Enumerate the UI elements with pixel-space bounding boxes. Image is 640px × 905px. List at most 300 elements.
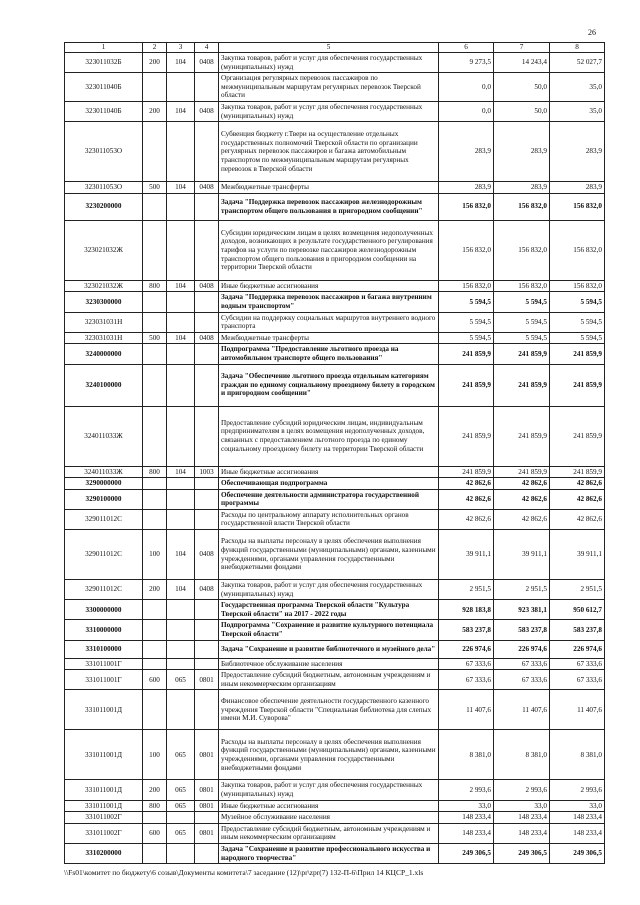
row-name: Обеспечение деятельности администратора государственной программы — [219, 489, 439, 509]
table-row — [65, 670, 605, 690]
row-value-7: 156 832,0 — [494, 193, 550, 220]
row-col4 — [195, 344, 219, 364]
file-path-footer: \\Fs01\комитет по бюджету\6 созыв\Документы комитета\7 заседание (12)\pr\zpr(7) 132-П-6\Прил 14 КЦСР_1.xls — [64, 868, 424, 877]
row-value-6: 39 911,1 — [439, 530, 494, 580]
row-value-6: 249 306,5 — [439, 843, 494, 863]
table-row — [65, 509, 605, 529]
row-code: 331011001Г — [65, 658, 143, 670]
row-value-6: 148 233,4 — [439, 812, 494, 824]
row-col4: 0801 — [195, 780, 219, 800]
row-value-6: 241 859,9 — [439, 364, 494, 406]
row-col2: 100 — [143, 730, 167, 780]
row-value-8: 67 333,6 — [550, 670, 605, 690]
row-col3 — [167, 193, 195, 220]
row-col4 — [195, 812, 219, 824]
table-row — [65, 823, 605, 843]
row-value-6: 67 333,6 — [439, 658, 494, 670]
row-col2 — [143, 292, 167, 312]
row-code: 3310000000 — [65, 620, 143, 640]
row-value-7: 241 859,9 — [494, 466, 550, 478]
row-col4: 0801 — [195, 800, 219, 812]
table-row — [65, 332, 605, 344]
row-value-6: 8 381,0 — [439, 730, 494, 780]
row-code: 323011040Б — [65, 73, 143, 102]
row-value-7: 156 832,0 — [494, 220, 550, 280]
row-value-6: 156 832,0 — [439, 280, 494, 292]
row-value-7: 148 233,4 — [494, 823, 550, 843]
row-value-7: 283,9 — [494, 182, 550, 194]
row-value-6: 67 333,6 — [439, 670, 494, 690]
row-col4 — [195, 122, 219, 182]
row-value-7: 148 233,4 — [494, 812, 550, 824]
row-col3 — [167, 509, 195, 529]
row-col4 — [195, 193, 219, 220]
row-value-8: 950 612,7 — [550, 600, 605, 620]
row-col4 — [195, 406, 219, 466]
row-col3 — [167, 73, 195, 102]
row-value-6: 42 862,6 — [439, 478, 494, 490]
row-col3: 104 — [167, 332, 195, 344]
table-row — [65, 101, 605, 121]
row-value-6: 156 832,0 — [439, 193, 494, 220]
row-col2: 600 — [143, 670, 167, 690]
row-value-8: 583 237,8 — [550, 620, 605, 640]
row-col3: 065 — [167, 730, 195, 780]
row-name: Межбюджетные трансферты — [219, 182, 439, 194]
row-code: 331011001Д — [65, 800, 143, 812]
row-col2: 200 — [143, 53, 167, 73]
row-value-8: 156 832,0 — [550, 280, 605, 292]
row-name: Задача "Поддержка перевозок пассажиров и багажа внутренним водным транспортом" — [219, 292, 439, 312]
row-value-8: 8 381,0 — [550, 730, 605, 780]
column-header: 3 — [167, 43, 195, 53]
row-col3 — [167, 812, 195, 824]
row-value-7: 5 594,5 — [494, 332, 550, 344]
row-value-7: 42 862,6 — [494, 478, 550, 490]
row-col2: 600 — [143, 823, 167, 843]
row-col4 — [195, 489, 219, 509]
row-code: 329011012С — [65, 580, 143, 600]
row-value-7: 33,0 — [494, 800, 550, 812]
row-name: Предоставление субсидий бюджетным, автономным учреждениям и иным некоммерческим организациям — [219, 670, 439, 690]
table-row — [65, 580, 605, 600]
row-col2: 200 — [143, 580, 167, 600]
table-row — [65, 53, 605, 73]
row-col3 — [167, 489, 195, 509]
column-header: 7 — [494, 43, 550, 53]
row-value-7: 241 859,9 — [494, 406, 550, 466]
row-value-7: 11 407,6 — [494, 690, 550, 730]
row-col4 — [195, 600, 219, 620]
row-name: Задача "Поддержка перевозок пассажиров железнодорожным транспортом общего пользования в пригородном сообщении" — [219, 193, 439, 220]
row-col2 — [143, 364, 167, 406]
row-code: 323021032Ж — [65, 220, 143, 280]
row-col2 — [143, 122, 167, 182]
row-col3 — [167, 478, 195, 490]
table-row — [65, 600, 605, 620]
row-name: Организация регулярных перевозок пассажиров по межмуниципальным маршрутам регулярных перевозок Тверской области — [219, 73, 439, 102]
row-name: Закупка товаров, работ и услуг для обеспечения государственных (муниципальных) нужд — [219, 53, 439, 73]
row-col3 — [167, 658, 195, 670]
row-name: Закупка товаров, работ и услуг для обеспечения государственных (муниципальных) нужд — [219, 101, 439, 121]
row-col2: 100 — [143, 530, 167, 580]
row-value-8: 33,0 — [550, 800, 605, 812]
row-code: 323031031Н — [65, 332, 143, 344]
row-name: Предоставление субсидий бюджетным, автономным учреждениям и иным некоммерческим организациям — [219, 823, 439, 843]
row-col3: 104 — [167, 280, 195, 292]
row-col2 — [143, 73, 167, 102]
row-col4 — [195, 220, 219, 280]
table-row — [65, 193, 605, 220]
row-code: 331011001Д — [65, 730, 143, 780]
table-row — [65, 220, 605, 280]
row-col2 — [143, 600, 167, 620]
row-code: 331011001Г — [65, 670, 143, 690]
row-col3: 065 — [167, 800, 195, 812]
column-header: 2 — [143, 43, 167, 53]
row-value-8: 35,0 — [550, 101, 605, 121]
table-row — [65, 466, 605, 478]
row-value-8: 241 859,9 — [550, 406, 605, 466]
row-col4 — [195, 364, 219, 406]
row-col2 — [143, 640, 167, 658]
row-name: Предоставление субсидий юридическим лицам, индивидуальным предпринимателям в целях возмещения недополученных доходов, связанных с предоставлением льготного проезда по единому социальному проездному билету на территории Тверской области — [219, 406, 439, 466]
row-col4 — [195, 658, 219, 670]
row-code: 329011012С — [65, 530, 143, 580]
row-col4: 1003 — [195, 466, 219, 478]
row-col2: 200 — [143, 780, 167, 800]
row-value-7: 923 381,1 — [494, 600, 550, 620]
row-col4 — [195, 640, 219, 658]
row-value-6: 241 859,9 — [439, 406, 494, 466]
row-value-6: 583 237,8 — [439, 620, 494, 640]
table-row — [65, 658, 605, 670]
table-row — [65, 690, 605, 730]
row-col2 — [143, 344, 167, 364]
row-col4 — [195, 478, 219, 490]
row-value-7: 42 862,6 — [494, 509, 550, 529]
header-row — [65, 43, 605, 53]
row-code: 331011002Г — [65, 812, 143, 824]
row-col4: 0408 — [195, 182, 219, 194]
row-col2 — [143, 220, 167, 280]
row-value-7: 67 333,6 — [494, 670, 550, 690]
row-value-7: 241 859,9 — [494, 364, 550, 406]
row-col2 — [143, 312, 167, 332]
row-value-6: 241 859,9 — [439, 344, 494, 364]
row-name: Подпрограмма "Предоставление льготного проезда на автомобильном транспорте общего пользования" — [219, 344, 439, 364]
row-value-7: 8 381,0 — [494, 730, 550, 780]
row-value-8: 11 407,6 — [550, 690, 605, 730]
row-value-8: 42 862,6 — [550, 478, 605, 490]
row-col2 — [143, 509, 167, 529]
row-code: 3310100000 — [65, 640, 143, 658]
row-value-8: 5 594,5 — [550, 312, 605, 332]
row-col4 — [195, 312, 219, 332]
row-col4 — [195, 690, 219, 730]
row-col2 — [143, 658, 167, 670]
row-value-7: 39 911,1 — [494, 530, 550, 580]
row-value-6: 241 859,9 — [439, 466, 494, 478]
row-value-8: 249 306,5 — [550, 843, 605, 863]
table-row — [65, 122, 605, 182]
row-col3 — [167, 406, 195, 466]
row-col4: 0408 — [195, 280, 219, 292]
table-row — [65, 640, 605, 658]
row-value-7: 42 862,6 — [494, 489, 550, 509]
row-value-6: 33,0 — [439, 800, 494, 812]
row-value-8: 156 832,0 — [550, 220, 605, 280]
row-value-7: 50,0 — [494, 101, 550, 121]
row-col2 — [143, 193, 167, 220]
row-value-6: 5 594,5 — [439, 292, 494, 312]
row-code: 323031031Н — [65, 312, 143, 332]
table-row — [65, 73, 605, 102]
row-col2: 800 — [143, 280, 167, 292]
row-value-7: 5 594,5 — [494, 312, 550, 332]
table-row — [65, 780, 605, 800]
row-col2 — [143, 812, 167, 824]
row-col2 — [143, 843, 167, 863]
row-col4 — [195, 292, 219, 312]
table-row — [65, 730, 605, 780]
row-name: Закупка товаров, работ и услуг для обеспечения государственных (муниципальных) нужд — [219, 780, 439, 800]
row-code: 3290100000 — [65, 489, 143, 509]
row-col3: 065 — [167, 823, 195, 843]
row-col4: 0801 — [195, 730, 219, 780]
row-value-8: 5 594,5 — [550, 292, 605, 312]
row-col4: 0408 — [195, 332, 219, 344]
row-col3 — [167, 843, 195, 863]
row-col4: 0408 — [195, 530, 219, 580]
table-row — [65, 406, 605, 466]
row-code: 3240100000 — [65, 364, 143, 406]
row-value-8: 148 233,4 — [550, 823, 605, 843]
row-col3: 104 — [167, 530, 195, 580]
row-value-7: 583 237,8 — [494, 620, 550, 640]
table-row — [65, 312, 605, 332]
row-value-6: 9 273,5 — [439, 53, 494, 73]
row-col2 — [143, 489, 167, 509]
row-value-8: 5 594,5 — [550, 332, 605, 344]
row-name: Иные бюджетные ассигнования — [219, 800, 439, 812]
row-code: 323011032Б — [65, 53, 143, 73]
row-col3 — [167, 600, 195, 620]
row-code: 331011001Д — [65, 690, 143, 730]
row-code: 331011001Д — [65, 780, 143, 800]
row-code: 329011012С — [65, 509, 143, 529]
row-name: Государственная программа Тверской области "Культура Тверской области" на 2017 - 2022 годы — [219, 600, 439, 620]
row-name: Обеспечивающая подпрограмма — [219, 478, 439, 490]
row-col3 — [167, 640, 195, 658]
row-name: Субсидии на поддержку социальных маршрутов внутреннего водного транспорта — [219, 312, 439, 332]
row-code: 323011053О — [65, 182, 143, 194]
row-col3: 104 — [167, 466, 195, 478]
row-value-6: 5 594,5 — [439, 332, 494, 344]
row-code: 3290000000 — [65, 478, 143, 490]
table-row — [65, 800, 605, 812]
row-col3: 104 — [167, 182, 195, 194]
row-name: Закупка товаров, работ и услуг для обеспечения государственных (муниципальных) нужд — [219, 580, 439, 600]
row-value-6: 42 862,6 — [439, 489, 494, 509]
table-row — [65, 292, 605, 312]
row-name: Финансовое обеспечение деятельности государственного казенного учреждения Тверской области "Специальная библиотека для слепых имени М.И. Суворова" — [219, 690, 439, 730]
row-value-8: 283,9 — [550, 122, 605, 182]
row-col3 — [167, 220, 195, 280]
row-col3 — [167, 364, 195, 406]
row-value-8: 2 951,5 — [550, 580, 605, 600]
row-value-8: 39 911,1 — [550, 530, 605, 580]
table-row — [65, 530, 605, 580]
row-col2: 800 — [143, 466, 167, 478]
row-value-7: 14 243,4 — [494, 53, 550, 73]
row-value-8: 241 859,9 — [550, 344, 605, 364]
table-row — [65, 364, 605, 406]
row-value-8: 42 862,6 — [550, 489, 605, 509]
row-name: Иные бюджетные ассигнования — [219, 280, 439, 292]
row-name: Задача "Обеспечение льготного проезда отдельным категориям граждан по единому социальному проездному билету в городском и пригородном сообщении" — [219, 364, 439, 406]
row-value-8: 283,9 — [550, 182, 605, 194]
table-row — [65, 843, 605, 863]
column-header: 4 — [195, 43, 219, 53]
table-row — [65, 182, 605, 194]
row-col2: 200 — [143, 101, 167, 121]
row-value-6: 148 233,4 — [439, 823, 494, 843]
row-value-6: 156 832,0 — [439, 220, 494, 280]
row-col3: 104 — [167, 580, 195, 600]
row-code: 323021032Ж — [65, 280, 143, 292]
row-col2 — [143, 690, 167, 730]
row-value-6: 0,0 — [439, 101, 494, 121]
row-code: 3240000000 — [65, 344, 143, 364]
row-col2 — [143, 478, 167, 490]
row-col3 — [167, 292, 195, 312]
table-row — [65, 489, 605, 509]
row-col2 — [143, 620, 167, 640]
row-code: 323011053О — [65, 122, 143, 182]
row-value-7: 249 306,5 — [494, 843, 550, 863]
row-col3 — [167, 620, 195, 640]
row-value-8: 156 832,0 — [550, 193, 605, 220]
row-code: 3300000000 — [65, 600, 143, 620]
row-value-8: 241 859,9 — [550, 364, 605, 406]
row-value-8: 35,0 — [550, 73, 605, 102]
row-value-6: 5 594,5 — [439, 312, 494, 332]
row-value-6: 928 183,8 — [439, 600, 494, 620]
row-value-6: 226 974,6 — [439, 640, 494, 658]
row-col3 — [167, 690, 195, 730]
column-header: 6 — [439, 43, 494, 53]
row-code: 324011033Ж — [65, 466, 143, 478]
row-name: Субвенция бюджету г.Твери на осуществление отдельных государственных полномочий Тверской области по организации регулярных перевозок пассажиров и багажа автомобильным транспортом по межмуниципальным маршрутам регулярных перевозок в Тверской области — [219, 122, 439, 182]
row-value-8: 52 027,7 — [550, 53, 605, 73]
row-value-8: 148 233,4 — [550, 812, 605, 824]
row-col4: 0801 — [195, 823, 219, 843]
budget-table — [64, 42, 605, 864]
row-code: 331011002Г — [65, 823, 143, 843]
table-row — [65, 620, 605, 640]
row-value-7: 156 832,0 — [494, 280, 550, 292]
row-col4: 0408 — [195, 101, 219, 121]
row-name: Расходы на выплаты персоналу в целях обеспечения выполнения функций государственными (муниципальными) органами, казенными учреждениями, органами управления государственными внебюджетными фондами — [219, 530, 439, 580]
row-name: Иные бюджетные ассигнования — [219, 466, 439, 478]
row-value-7: 2 951,5 — [494, 580, 550, 600]
row-value-6: 283,9 — [439, 182, 494, 194]
row-col3: 104 — [167, 53, 195, 73]
row-value-6: 42 862,6 — [439, 509, 494, 529]
row-col2 — [143, 406, 167, 466]
row-code: 3230200000 — [65, 193, 143, 220]
row-name: Межбюджетные трансферты — [219, 332, 439, 344]
row-col4: 0801 — [195, 670, 219, 690]
table-row — [65, 280, 605, 292]
row-value-7: 226 974,6 — [494, 640, 550, 658]
row-col4: 0408 — [195, 53, 219, 73]
row-value-8: 226 974,6 — [550, 640, 605, 658]
column-header: 1 — [65, 43, 143, 53]
table-row — [65, 812, 605, 824]
row-value-7: 50,0 — [494, 73, 550, 102]
row-col3 — [167, 312, 195, 332]
row-col2: 500 — [143, 182, 167, 194]
row-value-6: 2 993,6 — [439, 780, 494, 800]
row-col2: 800 — [143, 800, 167, 812]
row-name: Подпрограмма "Сохранение и развитие культурного потенциала Тверской области" — [219, 620, 439, 640]
table-row — [65, 478, 605, 490]
row-name: Задача "Сохранение и развитие библиотечного и музейного дела" — [219, 640, 439, 658]
row-name: Расходы по центральному аппарату исполнительных органов государственной власти Тверской области — [219, 509, 439, 529]
row-value-6: 283,9 — [439, 122, 494, 182]
row-value-6: 0,0 — [439, 73, 494, 102]
row-col4 — [195, 509, 219, 529]
row-value-8: 241 859,9 — [550, 466, 605, 478]
row-name: Библиотечное обслуживание населения — [219, 658, 439, 670]
row-value-7: 2 993,6 — [494, 780, 550, 800]
row-name: Музейное обслуживание населения — [219, 812, 439, 824]
row-col2: 500 — [143, 332, 167, 344]
row-code: 3310200000 — [65, 843, 143, 863]
row-col3 — [167, 344, 195, 364]
row-name: Задача "Сохранение и развитие профессионального искусства и народного творчества" — [219, 843, 439, 863]
table-row — [65, 344, 605, 364]
row-name: Расходы на выплаты персоналу в целях обеспечения выполнения функций государственными (муниципальными) органами, казенными учреждениями, органами управления государственными внебюджетными фондами — [219, 730, 439, 780]
row-value-6: 11 407,6 — [439, 690, 494, 730]
row-name: Субсидии юридическим лицам в целях возмещения недополученных доходов, возникающих в результате государственного регулирования тарифов на услуги по перевозке пассажиров железнодорожным транспортом общего пользования в пригородном сообщении на территории Тверской области — [219, 220, 439, 280]
row-col3: 104 — [167, 101, 195, 121]
row-col3 — [167, 122, 195, 182]
row-value-8: 2 993,6 — [550, 780, 605, 800]
row-value-7: 67 333,6 — [494, 658, 550, 670]
row-col4 — [195, 620, 219, 640]
row-value-8: 67 333,6 — [550, 658, 605, 670]
row-code: 323011040Б — [65, 101, 143, 121]
row-code: 324011033Ж — [65, 406, 143, 466]
row-value-7: 241 859,9 — [494, 344, 550, 364]
row-col3: 065 — [167, 780, 195, 800]
row-col4 — [195, 843, 219, 863]
row-value-7: 283,9 — [494, 122, 550, 182]
row-col4 — [195, 73, 219, 102]
row-value-8: 42 862,6 — [550, 509, 605, 529]
row-value-6: 2 951,5 — [439, 580, 494, 600]
page-number: 26 — [588, 28, 596, 37]
row-code: 3230300000 — [65, 292, 143, 312]
column-header: 5 — [219, 43, 439, 53]
row-value-7: 5 594,5 — [494, 292, 550, 312]
row-col4: 0408 — [195, 580, 219, 600]
table-body — [65, 53, 605, 864]
row-col3: 065 — [167, 670, 195, 690]
